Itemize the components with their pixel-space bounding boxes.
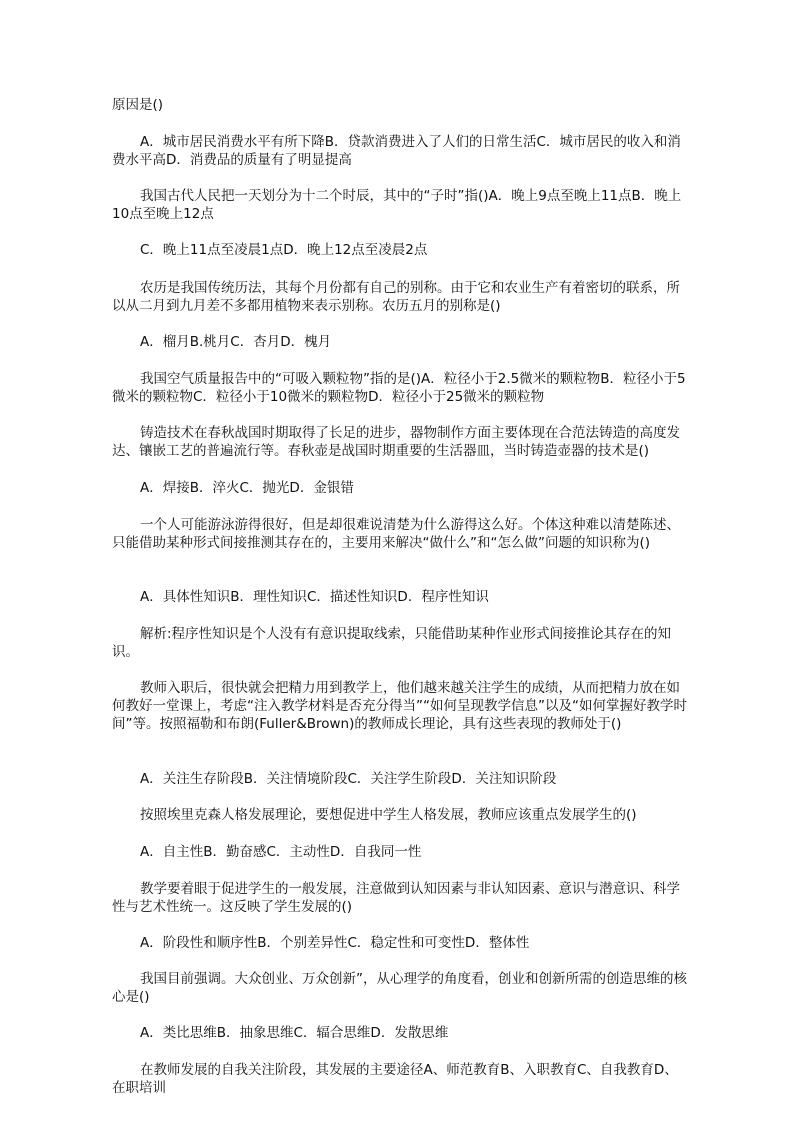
paragraph: 教师入职后，很快就会把精力用到教学上，他们越来越关注学生的成绩，从而把精力放在如何教好一堂课上，考虑“注入教学材料是否充分得当”“如何呈现教学信息”以及“如何掌握好教学时间”等。按照福勒和布朗(Fuller&Brown)的教师成长理论，具有这些表现的教师处于() <box>112 680 687 732</box>
paragraph: 农历是我国传统历法，其每个月份都有自己的别称。由于它和农业生产有着密切的联系，所以从二月到九月差不多都用植物来表示别称。农历五月的别称是() <box>112 280 680 314</box>
paragraph: A．自主性B．勤奋感C．主动性D．自我同一性 <box>140 844 422 860</box>
paragraph: 解析:程序性知识是个人没有有意识提取线索，只能借助某种作业形式间接推论其存在的知识。 <box>112 626 672 660</box>
paragraph: A．城市居民消费水平有所下降B．贷款消费进入了人们的日常生活C．城市居民的收入和消费水平高D．消费品的质量有了明显提高 <box>112 134 681 168</box>
paragraph: A．榴月B.桃月C．杏月D．槐月 <box>140 334 332 350</box>
paragraph: 我国空气质量报告中的“可吸入颗粒物”指的是()A．粒径小于2.5微米的颗粒物B．粒径小于5微米的颗粒物C．粒径小于10微米的颗粒物D．粒径小于25微米的颗粒物 <box>112 371 686 405</box>
paragraph: 原因是() <box>112 97 164 113</box>
paragraph: 在教师发展的自我关注阶段，其发展的主要途径A、师范教育B、入职教育C、自我教育D、在职培训 <box>112 1062 678 1096</box>
paragraph: 按照埃里克森人格发展理论，要想促进中学生人格发展，教师应该重点发展学生的() <box>140 807 637 823</box>
paragraph: 我国目前强调。大众创业、万众创新”，从心理学的角度看，创业和创新所需的创造思维的核心是() <box>112 971 687 1005</box>
paragraph: A．阶段性和顺序性B．个别差异性C．稳定性和可变性D．整体性 <box>140 935 530 951</box>
paragraph: A．焊接B．淬火C．抛光D．金银错 <box>140 480 354 496</box>
paragraph: 教学要着眼于促进学生的一般发展，注意做到认知因素与非认知因素、意识与潜意识、科学性与艺术性统一。这反映了学生发展的() <box>112 881 680 915</box>
paragraph: A．关注生存阶段B．关注情境阶段C．关注学生阶段D．关注知识阶段 <box>140 771 557 787</box>
paragraph: 我国古代人民把一天划分为十二个时辰，其中的“子时”指()A．晚上9点至晚上11点B．晚上10点至晚上12点 <box>112 188 682 222</box>
paragraph: A．类比思维B．抽象思维C．辐合思维D．发散思维 <box>140 1025 449 1041</box>
paragraph: 一个人可能游泳游得很好，但是却很难说清楚为什么游得这么好。个体这种难以清楚陈述、只能借助某种形式间接推测其存在的，主要用来解决“做什么”和“怎么做”问题的知识称为() <box>112 517 680 551</box>
paragraph: C．晚上11点至凌晨1点D．晚上12点至凌晨2点 <box>140 242 428 258</box>
paragraph: 铸造技术在春秋战国时期取得了长足的进步，器物制作方面主要体现在合范法铸造的高度发达、镶嵌工艺的普遍流行等。春秋壶是战国时期重要的生活器皿，当时铸造壶器的技术是() <box>112 425 680 459</box>
paragraph: A．具体性知识B．理性知识C．描述性知识D．程序性知识 <box>140 589 489 605</box>
